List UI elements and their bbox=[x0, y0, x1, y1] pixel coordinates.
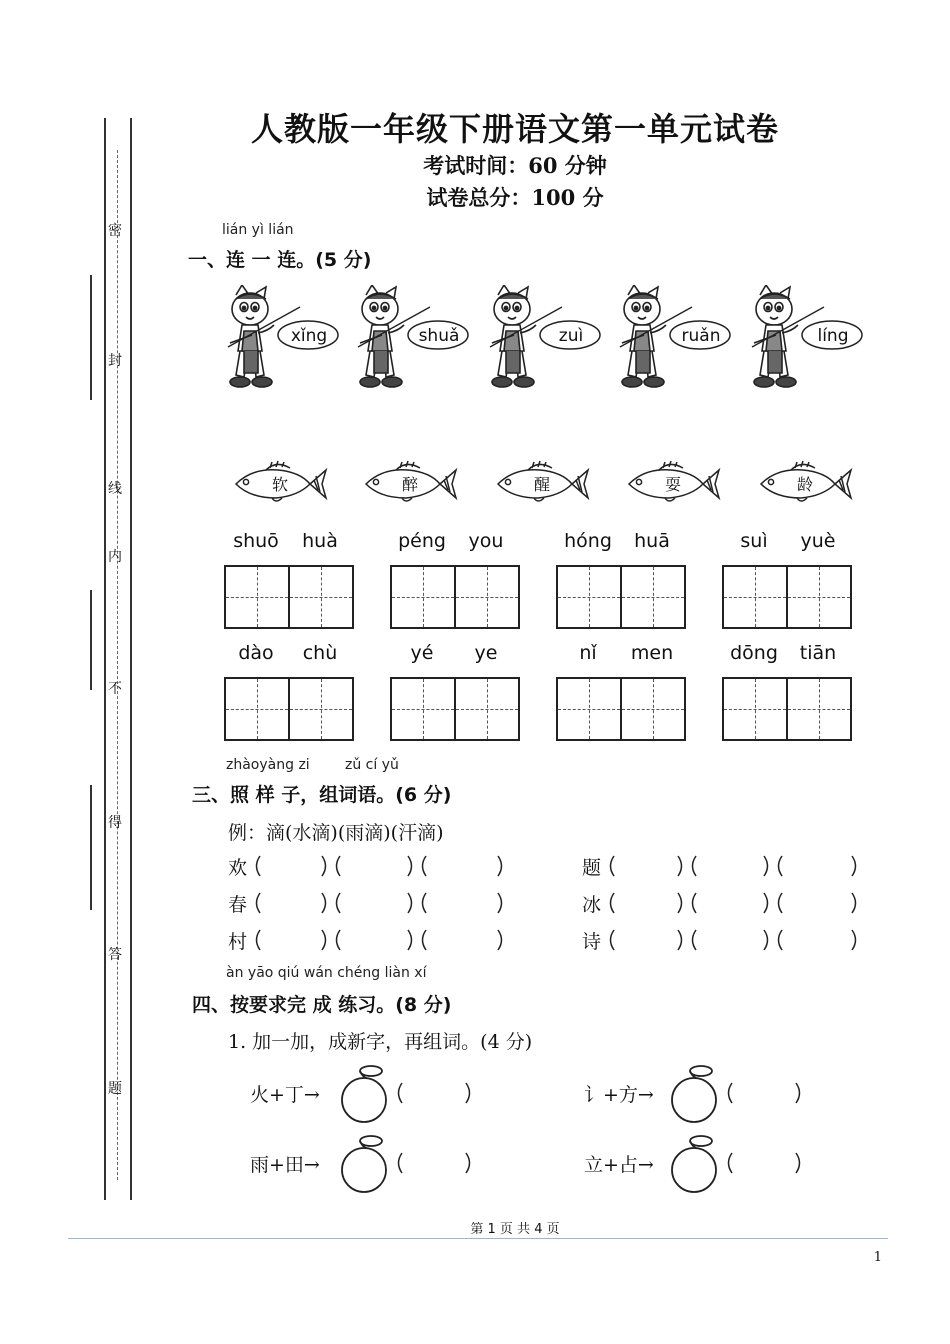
word-pinyin-a: dào bbox=[238, 642, 274, 664]
compose-equation-left: 雨+田→ bbox=[250, 1154, 320, 1176]
seal-line-right bbox=[130, 118, 132, 1200]
answer-parens[interactable] bbox=[252, 927, 330, 953]
answer-parens[interactable] bbox=[724, 1080, 804, 1106]
compose-char-right: 冰 bbox=[582, 894, 602, 916]
word-pinyin-a: dōng bbox=[730, 642, 778, 664]
seal-char: 答 bbox=[108, 947, 122, 963]
word-pinyin-a: shuō bbox=[233, 530, 279, 552]
vase-icon bbox=[338, 1134, 394, 1194]
parens-icon bbox=[394, 1150, 474, 1176]
word-pinyin-b: huà bbox=[302, 530, 338, 552]
parens-icon bbox=[774, 890, 860, 916]
writing-grid[interactable] bbox=[224, 565, 354, 629]
page-number: 1 bbox=[873, 1250, 882, 1265]
writing-cell[interactable] bbox=[620, 567, 684, 627]
section1-pinyin: lián yì lián bbox=[222, 222, 294, 238]
cat-pinyin: xǐng bbox=[290, 326, 328, 346]
writing-grid[interactable] bbox=[390, 565, 520, 629]
parens-icon bbox=[332, 853, 416, 879]
writing-cell[interactable] bbox=[226, 567, 288, 627]
parens-icon bbox=[688, 927, 772, 953]
writing-grid[interactable] bbox=[722, 565, 852, 629]
seal-char: 密 bbox=[108, 223, 122, 239]
parens-icon bbox=[774, 853, 860, 879]
writing-cell[interactable] bbox=[724, 567, 786, 627]
fish-char: 醒 bbox=[533, 475, 550, 494]
writing-cell[interactable] bbox=[786, 567, 850, 627]
answer-parens[interactable] bbox=[688, 927, 772, 953]
word-pinyin-a: suì bbox=[740, 530, 768, 552]
answer-parens[interactable] bbox=[252, 853, 330, 879]
seal-mark-1 bbox=[90, 275, 92, 400]
seal-mark-3 bbox=[90, 785, 92, 910]
compose-char-right: 诗 bbox=[582, 931, 602, 953]
word-pinyin-a: péng bbox=[398, 530, 446, 552]
parens-icon bbox=[332, 890, 416, 916]
answer-parens[interactable] bbox=[394, 1080, 474, 1106]
word-pinyin-b: yuè bbox=[800, 530, 836, 552]
compose-equation-right: 立+占→ bbox=[584, 1154, 654, 1176]
vase-box[interactable] bbox=[668, 1134, 724, 1194]
word-pinyin-b: you bbox=[468, 530, 504, 552]
vase-box[interactable] bbox=[338, 1064, 394, 1124]
seal-char: 题 bbox=[108, 1081, 122, 1097]
writing-cell[interactable] bbox=[454, 679, 518, 739]
seal-char: 不 bbox=[108, 681, 122, 697]
word-pinyin-b: men bbox=[630, 642, 674, 664]
writing-cell[interactable] bbox=[392, 679, 454, 739]
section4-sub1: 1. 加一加，成新字，再组词。(4 分) bbox=[228, 1031, 533, 1053]
fish-char: 龄 bbox=[796, 475, 813, 494]
parens-icon bbox=[252, 890, 330, 916]
answer-parens[interactable] bbox=[606, 927, 686, 953]
writing-cell[interactable] bbox=[226, 679, 288, 739]
answer-parens[interactable] bbox=[688, 853, 772, 879]
parens-icon bbox=[724, 1150, 804, 1176]
page-title: 人教版一年级下册语文第一单元试卷 bbox=[250, 110, 779, 148]
parens-icon bbox=[394, 1080, 474, 1106]
answer-parens[interactable] bbox=[394, 1150, 474, 1176]
parens-icon bbox=[418, 890, 506, 916]
word-pinyin-b: chù bbox=[302, 642, 338, 664]
writing-cell[interactable] bbox=[454, 567, 518, 627]
parens-icon bbox=[332, 927, 416, 953]
answer-parens[interactable] bbox=[332, 853, 416, 879]
writing-grid[interactable] bbox=[390, 677, 520, 741]
answer-parens[interactable] bbox=[774, 853, 860, 879]
writing-cell[interactable] bbox=[786, 679, 850, 739]
writing-grid[interactable] bbox=[556, 565, 686, 629]
page-info: 第 1 页 共 4 页 bbox=[470, 1222, 560, 1237]
section3-example: 例：滴(水滴)(雨滴)(汗滴) bbox=[228, 822, 444, 844]
writing-cell[interactable] bbox=[620, 679, 684, 739]
section3-pinyin-1: zhàoyàng zi bbox=[226, 757, 310, 773]
word-pinyin-a: yé bbox=[410, 642, 434, 664]
word-pinyin-b: tiān bbox=[799, 642, 837, 664]
answer-parens[interactable] bbox=[688, 890, 772, 916]
compose-equation-left: 火+丁→ bbox=[250, 1084, 320, 1106]
answer-parens[interactable] bbox=[418, 853, 506, 879]
compose-char-right: 题 bbox=[582, 857, 602, 879]
seal-char: 内 bbox=[108, 549, 122, 565]
writing-grid[interactable] bbox=[556, 677, 686, 741]
answer-parens[interactable] bbox=[774, 890, 860, 916]
writing-grid[interactable] bbox=[722, 677, 852, 741]
vase-box[interactable] bbox=[338, 1134, 394, 1194]
answer-parens[interactable] bbox=[774, 927, 860, 953]
vase-icon bbox=[668, 1064, 724, 1124]
word-pinyin-a: nǐ bbox=[579, 642, 597, 664]
answer-parens[interactable] bbox=[418, 927, 506, 953]
parens-icon bbox=[252, 853, 330, 879]
section4-pinyin: àn yāo qiú wán chéng liàn xí bbox=[226, 965, 427, 981]
seal-char: 线 bbox=[108, 481, 122, 497]
answer-parens[interactable] bbox=[606, 853, 686, 879]
section3-pinyin-2: zǔ cí yǔ bbox=[345, 757, 399, 773]
writing-cell[interactable] bbox=[288, 679, 352, 739]
cat-pinyin: shuǎ bbox=[418, 326, 460, 346]
seal-line-left bbox=[104, 118, 106, 1200]
cat-pinyin: zuì bbox=[558, 326, 584, 346]
parens-icon bbox=[774, 927, 860, 953]
answer-parens[interactable] bbox=[418, 890, 506, 916]
writing-cell[interactable] bbox=[558, 679, 620, 739]
vase-icon bbox=[338, 1064, 394, 1124]
answer-parens[interactable] bbox=[606, 890, 686, 916]
exam-score: 试卷总分：100 分 bbox=[426, 185, 604, 210]
cat-pinyin: ruǎn bbox=[681, 326, 721, 346]
footer-rule bbox=[68, 1238, 888, 1239]
writing-cell[interactable] bbox=[724, 679, 786, 739]
section3-title: 三、照 样 子，组词语。(6 分) bbox=[192, 784, 452, 806]
seal-mark-2 bbox=[90, 590, 92, 690]
parens-icon bbox=[606, 890, 686, 916]
parens-icon bbox=[418, 853, 506, 879]
section4-title: 四、按要求完 成 练习。(8 分) bbox=[192, 994, 452, 1016]
word-pinyin-b: ye bbox=[474, 642, 498, 664]
parens-icon bbox=[418, 927, 506, 953]
parens-icon bbox=[724, 1080, 804, 1106]
parens-icon bbox=[252, 927, 330, 953]
parens-icon bbox=[688, 853, 772, 879]
writing-cell[interactable] bbox=[288, 567, 352, 627]
cat-pinyin: líng bbox=[817, 326, 849, 346]
parens-icon bbox=[606, 927, 686, 953]
seal-char: 得 bbox=[108, 815, 122, 831]
parens-icon bbox=[688, 890, 772, 916]
answer-parens[interactable] bbox=[724, 1150, 804, 1176]
writing-cell[interactable] bbox=[392, 567, 454, 627]
seal-line-dashed bbox=[117, 150, 118, 1180]
word-pinyin-a: hóng bbox=[564, 530, 612, 552]
parens-icon bbox=[606, 853, 686, 879]
exam-time: 考试时间：60 分钟 bbox=[423, 153, 607, 178]
compose-char-left: 村 bbox=[228, 931, 248, 953]
answer-parens[interactable] bbox=[252, 890, 330, 916]
answer-parens[interactable] bbox=[332, 927, 416, 953]
answer-parens[interactable] bbox=[332, 890, 416, 916]
writing-grid[interactable] bbox=[224, 677, 354, 741]
compose-char-left: 欢 bbox=[228, 857, 248, 879]
vase-box[interactable] bbox=[668, 1064, 724, 1124]
compose-equation-right: 讠+方→ bbox=[584, 1084, 654, 1106]
section1-title: 一、连 一 连。(5 分) bbox=[188, 249, 372, 271]
fish-char: 醉 bbox=[401, 475, 418, 494]
seal-char: 封 bbox=[108, 353, 122, 369]
writing-cell[interactable] bbox=[558, 567, 620, 627]
fish-char: 耍 bbox=[664, 475, 681, 494]
vase-icon bbox=[668, 1134, 724, 1194]
compose-char-left: 春 bbox=[228, 894, 248, 916]
word-pinyin-b: huā bbox=[634, 530, 670, 552]
fish-char: 软 bbox=[271, 475, 288, 494]
